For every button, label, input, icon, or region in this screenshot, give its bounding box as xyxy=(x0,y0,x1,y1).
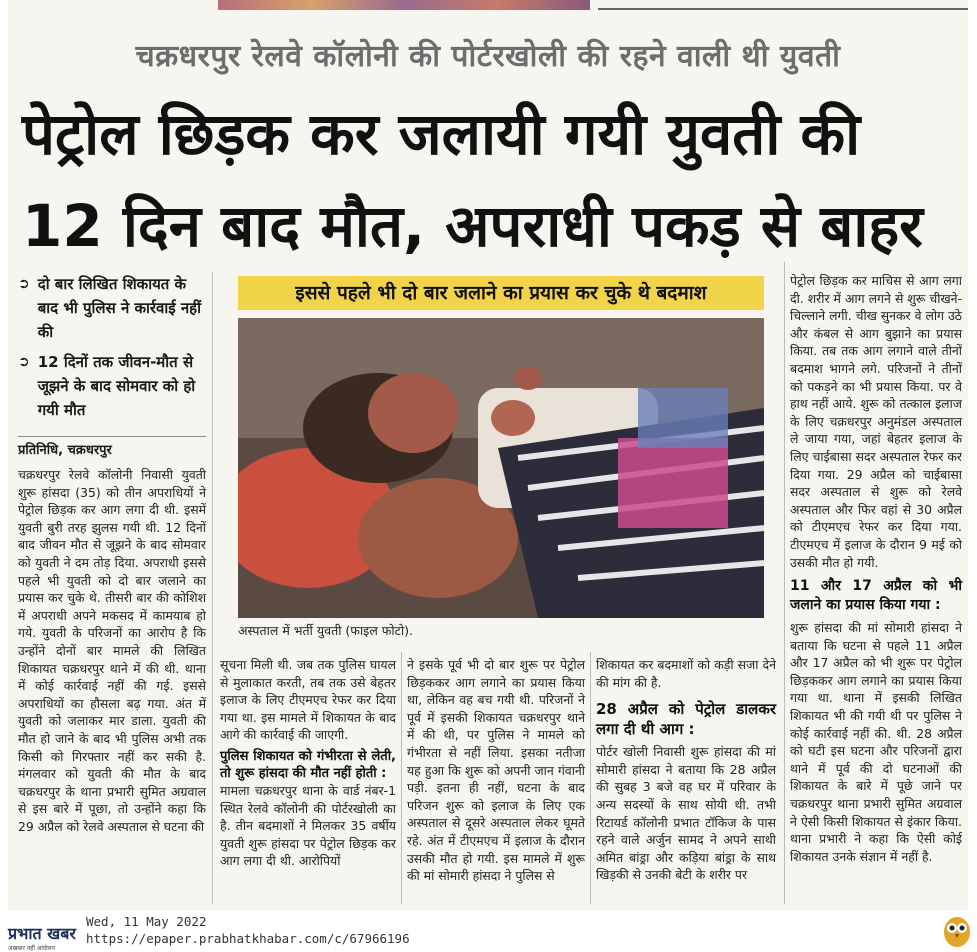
subhead: पुलिस शिकायत को गंभीरता से लेती, तो शुरू हांसदा की मौत नहीं होती : xyxy=(220,748,396,781)
epaper-link[interactable]: https://epaper.prabhatkhabar.com/c/67966196 xyxy=(86,931,410,946)
hospital-patient-photo xyxy=(238,318,764,618)
column-divider xyxy=(784,262,785,904)
column-3: ने इसके पूर्व भी दो बार शुरू पर पेट्रोल छिड़ककर आग लगाने का प्रयास किया था, लेकिन वह बच गयी थी. परिजनों ने पूर्व में इसकी शिकायत चक्रधरपुर थाने में की थी, पर पुलिस ने मामले को गंभीरता से नहीं लिया. इसका नतीजा यह हुआ कि शुरू को अपनी जान गंवानी पड़ी. इतना ही नहीं, घटना के बाद परिजन शुरू को इलाज के लिए एक अस्पताल से दूसरे अस्पताल लेकर घूमते रहे. अंत में टीएमएच में इलाज के दौरान उसकी मौत हो गयी. इस मामले में शुरू की मां सोमारी हांसदा ने पुलिस से xyxy=(407,657,585,884)
headline-line-2: 12 दिन बाद मौत, अपराधी पकड़ से बाहर xyxy=(22,192,923,260)
newspaper-page xyxy=(8,0,968,910)
column-divider xyxy=(590,652,591,904)
column-2: सूचना मिली थी. जब तक पुलिस घायल से मुलाकात करती, तब तक उसे बेहतर इलाज के लिए टीएमएच रेफर कर दिया गया था. इस मामले में शिकायत के बाद आगे की कार्रवाई की जाएगी. पुलिस शिकायत को गंभीरता से लेती, तो शुरू हांसदा की मौत नहीं होती : मामला चक्रधरपुर थाना के वार्ड नंबर-1 स्थित रेलवे कॉलोनी की पोर्टरखोली का है. तीन बदमाशों ने मिलकर 35 वर्षीय युवती शुरू हांसदा पर पेट्रोल छिड़क कर आग लगा दी थी. आरोपियों xyxy=(220,657,396,869)
photo-caption: अस्पताल में भर्ती युवती (फाइल फोटो). xyxy=(238,623,414,638)
prabhat-khabar-logo: प्रभात खबर अखबार नहीं आंदोलन xyxy=(8,924,76,952)
bullet-item: ➲ 12 दिनों तक जीवन-मौत से जूझने के बाद सोमवार को हो गयी मौत xyxy=(18,350,206,422)
column-4: शिकायत कर बदमाशों को कड़ी सजा देने की मांग की है. 28 अप्रैल को पेट्रोल डालकर लगा दी थी आग : पोर्टर खोली निवासी शुरू हांसदा की मां सोमारी हांसदा ने बताया कि 28 अप्रैल की सुबह 3 बजे वह घर में परिवार के अन्य सदस्यों के साथ सोयी थी. तभी रिटायर्ड कॉलोनी प्रभात टॉकिज के पास रहने वाले अर्जुन सामद ने अपने साथी अमित बांड्रा और कड़िया बांड्रा के साथ खिड़की से उनकी बेटी के शरीर पर xyxy=(596,657,776,883)
top-rule xyxy=(598,8,968,10)
photo-headline: इससे पहले भी दो बार जलाने का प्रयास कर चुके थे बदमाश xyxy=(238,276,764,310)
highlight-bullets xyxy=(18,272,206,428)
owl-icon xyxy=(942,912,972,948)
subhead: 28 अप्रैल को पेट्रोल डालकर लगा दी थी आग : xyxy=(596,700,776,739)
photo-block xyxy=(230,276,772,636)
column-5: पेट्रोल छिड़क कर माचिस से आग लगा दी. शरीर में आग लगने से शुरू चीखने-चिल्लाने लगी. चीख सुनकर वे लोग उठे और कंबल से आग बुझाने का प्रयास किया. तब तक आग लगाने वाले तीनों बदमाश भागने लगे. परिजनों ने तीनों को पकड़ने का भी प्रयास किया. पर वे हाथ नहीं आये. शुरू को तत्काल इलाज के लिए चक्रधरपुर अनुमंडल अस्पताल ले जाया गया, जहां बेहतर इलाज के लिए चाईबासा सदर अस्पताल रेफर कर दिया गया. 29 अप्रैल को चाईबासा सदर अस्पताल से शुरू को रेलवे अस्पताल और फिर वहां से 30 अप्रैल को टीएमएच रेफर कर दिया गया. टीएमएच में इलाज के दौरान 9 मई को उसकी मौत हो गयी. 11 और 17 अप्रैल को भी जलाने का प्रयास किया गया : शुरू हांसदा की मां सोमारी हांसदा ने बताया कि घटना से पहले 11 अप्रैल और 17 अप्रैल को भी शुरू पर पेट्रोल छिड़ककर आग लगाने का प्रयास किया गया था. थाना में इसकी लिखित शिकायत भी की गयी थी पर पुलिस ने कोई कार्रवाई नहीं की. थी. 28 अप्रैल को घटी इस घटना और परिजनों द्वारा थाने में पूर्व की दो घटनाओं की शिकायत के बारे में पूछे जाने पर चक्रधरपुर थाना प्रभारी सुमित अग्रवाल ने ऐसी किसी शिकायत से इंकार किया. थाना प्रभारी ने कहा कि ऐसी कोई शिकायत उनके संज्ञान में नहीं है. xyxy=(790,273,962,864)
arrow-icon: ➲ xyxy=(18,276,30,292)
footer-bar xyxy=(0,912,977,951)
main-headline xyxy=(22,88,962,272)
news-photo xyxy=(238,318,764,618)
bullet-item: ➲ दो बार लिखित शिकायत के बाद भी पुलिस ने कार्रवाई नहीं की xyxy=(18,272,206,344)
byline: प्रतिनिधि, चक्रधरपुर xyxy=(18,436,206,458)
headline-line-1: पेट्रोल छिड़क कर जलायी गयी युवती की xyxy=(22,100,861,168)
column-divider xyxy=(401,652,402,904)
top-photo-strip xyxy=(218,0,590,10)
kicker-headline: चक्रधरपुर रेलवे कॉलोनी की पोर्टरखोली की रहने वाली थी युवती xyxy=(135,39,841,74)
arrow-icon: ➲ xyxy=(18,354,30,370)
subhead: 11 और 17 अप्रैल को भी जलाने का प्रयास किया गया : xyxy=(790,578,962,614)
column-divider xyxy=(212,272,213,904)
column-1: चक्रधरपुर रेलवे कॉलोनी निवासी युवती शुरू हांसदा (35) को तीन अपराधियों ने पेट्रोल छिड़क कर आग लगा दी थी. इसमें युवती बुरी तरह झुलस गयी थी. 12 दिनों बाद जीवन मौत से जूझने के बाद सोमवार को युवती ने दम तोड़ दिया. अपराधी इससे पहले भी युवती को दो बार जलाने का प्रयास कर चुके थे. तीसरी बार की कोशिश में अपराधी अपने मकसद में कामयाब हो गये. युवती के परिजनों का आरोप है कि उन्होंने दोनों बार मामले की लिखित शिकायत चक्रधरपुर थाने में की थी. थाना में कोई कार्रवाई नहीं की गई. इससे अपराधियों का हौसला बढ़ गया. अंत में युवती को जलाकर मार डाला. युवती की मौत हो जाने के बाद भी पुलिस अभी तक किसी को गिरफ्तार नहीं कर सकी है. मंगलवार को युवती की मौत के बाद चक्रधरपुर के थाना प्रभारी सुमित अग्रवाल से इस बारे में पूछा, तो उन्होंने कहा कि 29 अप्रैल को रेलवे अस्पताल से घटना की xyxy=(18,467,206,834)
edition-date: Wed, 11 May 2022 xyxy=(86,914,207,929)
